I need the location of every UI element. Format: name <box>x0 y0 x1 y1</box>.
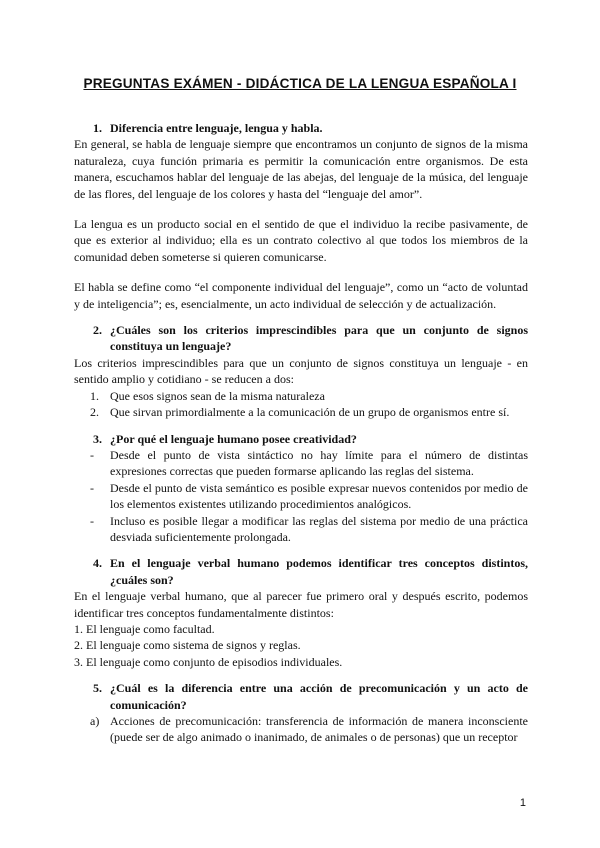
list-item <box>74 513 528 546</box>
question-number: 1. <box>93 121 102 135</box>
question-number: 3. <box>93 431 102 446</box>
list-marker: - <box>90 480 94 495</box>
paragraph: La lengua es un producto social en el sentido de que el individuo la recibe pasivamente, de que es exterior al individuo; ella es un contrato colectivo al que todos los miembros de la comunidad deben someterse si quieren comunicarse. <box>74 217 528 264</box>
question-heading-5 <box>74 680 528 713</box>
document-body <box>74 120 528 746</box>
question-heading-4 <box>74 555 528 588</box>
question-text: ¿Cuáles son los criterios imprescindibles para que un conjunto de signos constituya un lenguaje? <box>110 323 528 354</box>
numbered-line: 2. El lenguaje como sistema de signos y reglas. <box>74 638 301 653</box>
paragraph: En general, se habla de lenguaje siempre que encontramos un conjunto de signos de la misma naturaleza, cuya función primaria es permitir la comunicación entre organismos. De esta manera, escuchamos hablar del lenguaje de las abejas, del lenguaje de la música, del lenguaje de las flores, del lenguaje de los colores y hasta del “lenguaje del amor”. <box>74 137 528 201</box>
list-item <box>74 447 528 480</box>
list-item <box>74 388 528 404</box>
list-item-text: Incluso es posible llegar a modificar las reglas del sistema por medio de una práctica desviada suficientemente prolongada. <box>110 513 528 544</box>
paragraph: El habla se define como “el componente individual del lenguaje”, como un “acto de voluntad y de inteligencia”; es, esencialmente, un acto individual de selección y de actualización. <box>74 280 528 311</box>
list-item-text: Acciones de precomunicación: transferencia de información de manera inconsciente (puede ser de algo animado o inanimado, de animales o de personas) que un receptor <box>110 714 528 745</box>
question-heading-2 <box>74 322 528 355</box>
question-number: 2. <box>93 323 102 338</box>
list-marker: - <box>90 513 94 528</box>
list-item <box>74 480 528 513</box>
question-heading-3 <box>74 431 528 447</box>
list-item-text: Que esos signos sean de la misma naturaleza <box>110 388 325 403</box>
numbered-line: 1. El lenguaje como facultad. <box>74 621 215 636</box>
numbered-line: 3. El lenguaje como conjunto de episodios individuales. <box>74 654 343 669</box>
list-item-text: Que sirvan primordialmente a la comunicación de un grupo de organismos entre sí. <box>110 405 510 420</box>
list-item-text: Desde el punto de vista semántico es posible expresar nuevos contenidos por medio de los elementos existentes utilizando procedimientos analógicos. <box>110 480 528 512</box>
question-heading-1 <box>74 120 528 136</box>
document-title: PREGUNTAS EXÁMEN - DIDÁCTICA DE LA LENGUA ESPAÑOLA I <box>83 76 517 91</box>
list-item <box>74 713 528 746</box>
question-text: En el lenguaje verbal humano podemos identificar tres conceptos distintos, ¿cuáles son? <box>110 556 528 587</box>
paragraph: Los criterios imprescindibles para que un conjunto de signos constituya un lenguaje - en sentido amplio y cotidiano - se reducen a dos: <box>74 355 528 387</box>
list-marker: - <box>90 447 94 462</box>
list-item-text: Desde el punto de vista sintáctico no hay límite para el número de distintas expresiones correctas que pueden formarse aplicando las reglas del sistema. <box>110 447 528 479</box>
list-marker: 2. <box>90 405 99 420</box>
list-marker: 1. <box>90 388 99 403</box>
question-text: Diferencia entre lenguaje, lengua y habla. <box>110 121 323 135</box>
question-number: 4. <box>93 556 102 571</box>
page-number: 1 <box>519 797 526 809</box>
question-number: 5. <box>93 681 102 696</box>
paragraph: En el lenguaje verbal humano, que al parecer fue primero oral y después escrito, podemos identificar tres conceptos fundamentalmente distintos: <box>74 589 528 620</box>
list-item <box>74 404 528 420</box>
question-text: ¿Por qué el lenguaje humano posee creatividad? <box>110 431 357 446</box>
list-marker: a) <box>90 714 100 728</box>
question-text: ¿Cuál es la diferencia entre una acción de precomunicación y un acto de comunicación? <box>110 681 528 712</box>
